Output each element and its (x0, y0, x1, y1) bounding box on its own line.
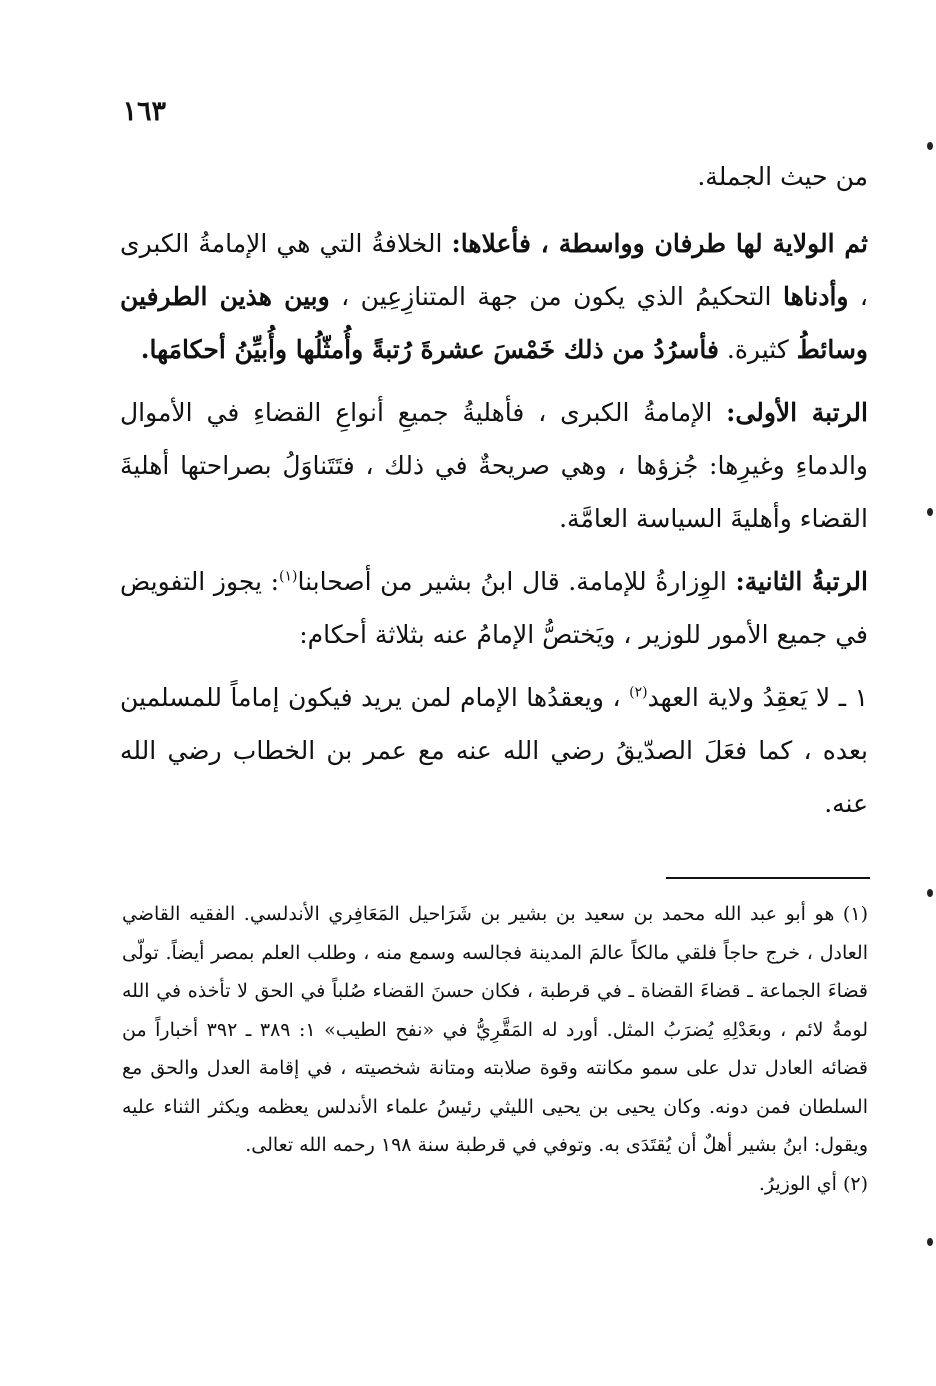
paragraph-bold-text: فأسرُدُ من ذلك خَمْسَ عشرةَ رُتبةً وأُمثّلُها وأُبيِّنُ أحكامَها. (140, 335, 719, 364)
page-number: ١٦٣ (122, 96, 166, 127)
scan-edge-mark (927, 142, 933, 150)
paragraph-ranks-intro (120, 217, 868, 376)
paragraph-lead: الرتبة الأولى: (726, 398, 868, 427)
paragraph-text: ، ويعقدُها الإمام لمن يريد فيكون إماماً للمسلمين بعده ، كما فعَلَ الصدّيقُ رضي الله عنه مع عمر بن الخطاب رضي الله عنه. (120, 683, 868, 818)
paragraph-text: الخلافةُ التي هي الإمامةُ الكبرى ، (120, 229, 868, 311)
paragraph-lead: ثم الولاية لها طرفان وواسطة ، فأعلاها: (451, 229, 868, 258)
footnote-divider (666, 877, 870, 879)
paragraph-text: ١ ـ لا يَعقِدُ ولاية العهد (647, 683, 868, 712)
paragraph-item-one (120, 671, 868, 830)
paragraph-text: من حيث الجملة. (697, 162, 868, 191)
footnotes (122, 895, 868, 1203)
paragraph-first-rank (120, 386, 868, 545)
paragraph-bold-text: وبين هذين الطرفين وسائطُ (120, 282, 868, 364)
paragraph-text: : يجوز التفويض في جميع الأمور للوزير ، ويَختصُّ الإمامُ عنه بثلاثة أحكام: (120, 567, 868, 649)
footnote-1: (١) هو أبو عبد الله محمد بن سعيد بن بشير بن شَرَاحيل المَعَافِري الأندلسي. الفقيه القاضي العادل ، خرج حاجاً فلقي مالكاً عالمَ المدينة فجالسه وسمع منه ، وطلب العلم بمصر أيضاً. تولّى قضاءَ الجماعة ـ قضاءَ القضاة ـ في قرطبة ، فكان حسنَ القضاء صُلباً في الحق لا تأخذه في الله لومةُ لائم ، وبعَدْلِهِ يُضرَبُ المثل. أورد له المَقَّرِيُّ في «نفح الطيب» ١: ٣٨٩ ـ ٣٩٢ أخباراً من قضائه العادل تدل على سمو مكانته وقوة صلابته ومتانة شخصيته ، في إقامة العدل والحق مع السلطان فمن دونه. وكان يحيى بن يحيى الليثي رئيسُ علماء الأندلس يعظمه ويكثر الثناء عليه ويقول: ابنُ بشير أهلٌ أن يُقتَدَى به. وتوفي في قرطبة سنة ١٩٨ رحمه الله تعالى. (122, 903, 868, 1156)
paragraph-text: الإمامةُ الكبرى ، فأهليةُ جميعِ أنواعِ القضاءِ في الأموال والدماءِ وغيرِها: جُزؤها ، وهي صريحةٌ في ذلك ، فتَتَناوَلُ بصراحتها أهليةَ القضاء وأهليةَ السياسة العامَّة. (120, 398, 868, 533)
scan-edge-mark (927, 889, 933, 897)
paragraph-lead: الرتبةُ الثانية: (735, 567, 868, 596)
paragraph-second-rank (120, 555, 868, 661)
scan-edge-mark (927, 1238, 933, 1246)
paragraph-text: التحكيمُ الذي يكون من جهة المتنازِعِين ، (329, 282, 783, 311)
paragraph-bold-text: وأدناها (782, 282, 849, 311)
main-text (120, 150, 868, 840)
footnote-2: (٢) أي الوزيرُ. (758, 1172, 868, 1195)
paragraph-text: الوِزارةُ للإمامة. قال ابنُ بشير من أصحابنا (297, 567, 736, 596)
paragraph-text: كثيرة. (718, 335, 797, 364)
paragraph-continuation (120, 150, 868, 203)
footnote-reference: (١) (279, 568, 298, 585)
scan-edge-mark (927, 508, 933, 516)
footnote-reference: (٢) (629, 684, 648, 701)
